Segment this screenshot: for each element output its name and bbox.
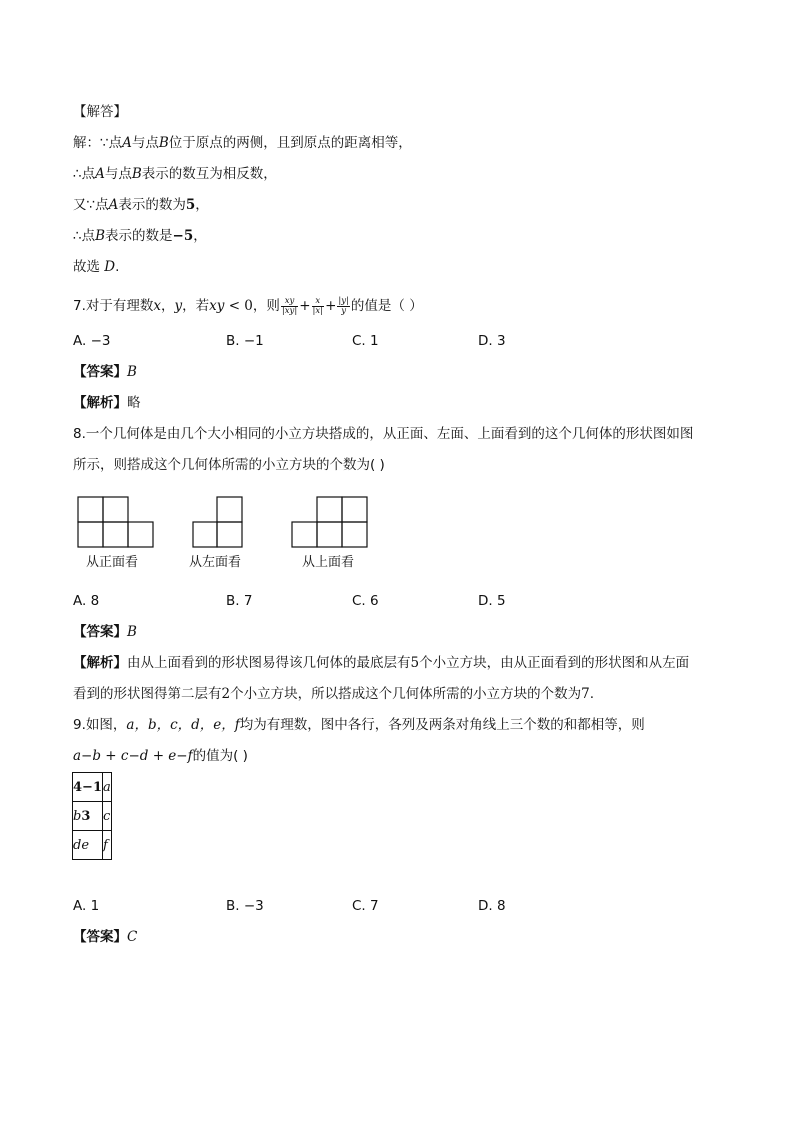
q7-stem: 7.对于有理数x，y，若xy < 0，则 $\frac{xy}{|xy|}$ + $\frac{x}{|x|}$ + $\frac{|y|}{y}$ 的值是（ ） xyxy=(73,295,423,316)
q9-option-b: B. −3 xyxy=(226,898,264,914)
q7-answer: 【答案】B xyxy=(73,364,137,380)
grid-cell: f xyxy=(103,831,112,860)
q8-answer: 【答案】B xyxy=(73,624,137,640)
q9-number-grid xyxy=(72,772,112,860)
q8-analysis-line-2: 看到的形状图得第二层有2个小立方块，所以搭成这个几何体所需的小立方块的个数为7. xyxy=(73,686,594,702)
front-view-shape xyxy=(78,497,153,547)
grid-cell: 4−1 xyxy=(73,773,103,802)
q8-option-d: D. 5 xyxy=(478,593,506,609)
grid-cell: de xyxy=(73,831,103,860)
q8-analysis-line-1: 【解析】由从上面看到的形状图易得该几何体的最底层有5个小立方块，由从正面看到的形状图和从左面 xyxy=(73,655,690,671)
q7-option-c: C. 1 xyxy=(352,333,379,349)
q8-option-a: A. 8 xyxy=(73,593,100,609)
grid-cell: a xyxy=(103,773,112,802)
q7-option-b: B. −1 xyxy=(226,333,264,349)
answer-header: 【解答】 xyxy=(73,104,127,120)
q9-option-d: D. 8 xyxy=(478,898,506,914)
q8-stem-line-2: 所示，则搭成这个几何体所需的小立方块的个数为( ) xyxy=(73,457,385,473)
q8-option-c: C. 6 xyxy=(352,593,379,609)
grid-row xyxy=(73,831,112,860)
solution-line-5: 故选 D. xyxy=(73,259,120,275)
q9-option-c: C. 7 xyxy=(352,898,379,914)
solution-line-3: 又∵点A表示的数为5， xyxy=(73,197,209,213)
grid-cell: c xyxy=(103,802,112,831)
fraction-xy-over-abs-xy: $\frac{xy}{|xy|}$ xyxy=(281,295,298,316)
q8-view-figures xyxy=(0,490,420,550)
fraction-abs-y-over-y: $\frac{|y|}{y}$ xyxy=(338,295,349,316)
q9-option-a: A. 1 xyxy=(73,898,100,914)
q7-option-a: A. −3 xyxy=(73,333,111,349)
q7-option-d: D. 3 xyxy=(478,333,506,349)
q9-answer: 【答案】C xyxy=(73,929,138,945)
q8-option-b: B. 7 xyxy=(226,593,253,609)
solution-line-2: ∴点A与点B表示的数互为相反数， xyxy=(73,166,277,182)
left-view-shape xyxy=(193,497,242,547)
q9-stem-line-1: 9.如图，a，b，c，d，e，f均为有理数，图中各行，各列及两条对角线上三个数的和都相等，则 xyxy=(73,717,645,733)
q7-analysis: 【解析】略 xyxy=(73,395,141,411)
fraction-x-over-abs-x: $\frac{x}{|x|}$ xyxy=(312,295,324,316)
top-view-shape xyxy=(292,497,367,547)
grid-row xyxy=(73,773,112,802)
q9-stem-line-2: a−b + c−d + e−f的值为( ) xyxy=(73,748,248,764)
solution-line-4: ∴点B表示的数是−5， xyxy=(73,228,207,244)
grid-cell: b3 xyxy=(73,802,103,831)
q8-stem-line-1: 8.一个几何体是由几个大小相同的小立方块搭成的，从正面、左面、上面看到的这个几何体的形状图如图 xyxy=(73,426,694,442)
caption-left-view: 从左面看 xyxy=(189,555,242,570)
grid-row xyxy=(73,802,112,831)
caption-front-view: 从正面看 xyxy=(86,555,139,570)
solution-line-1: 解：∵点A与点B位于原点的两侧，且到原点的距离相等， xyxy=(73,135,412,151)
caption-top-view: 从上面看 xyxy=(302,555,355,570)
